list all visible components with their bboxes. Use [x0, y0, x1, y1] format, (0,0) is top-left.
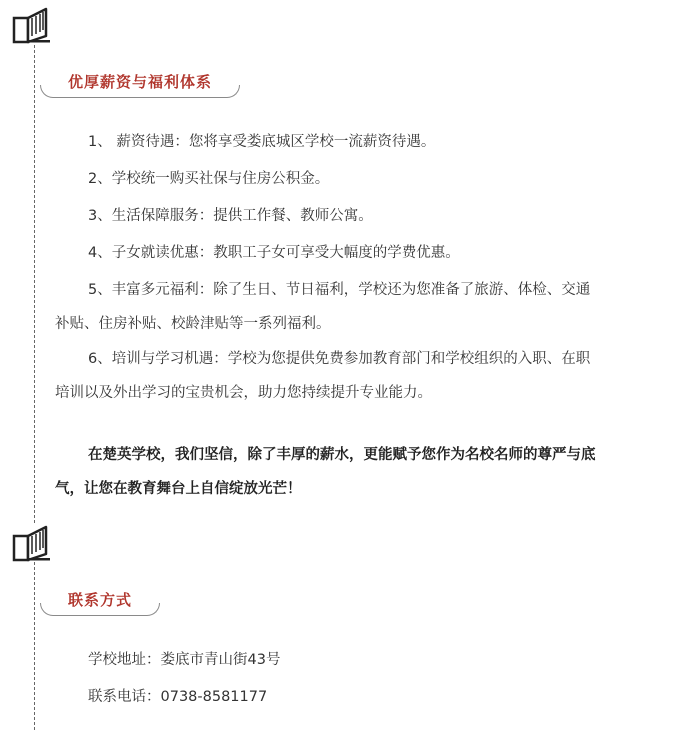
closing-statement — [55, 438, 673, 506]
list-item — [55, 199, 685, 233]
contact-address — [55, 643, 685, 677]
section-title-benefits — [40, 68, 240, 98]
list-item-line: 5、丰富多元福利：除了生日、节日福利，学校还为您准备了旅游、体检、交通 — [88, 282, 591, 298]
list-item-line: 1、 薪资待遇：您将享受娄底城区学校一流薪资待遇。 — [88, 134, 436, 150]
list-item-line: 培训以及外出学习的宝贵机会，助力您持续提升专业能力。 — [55, 385, 432, 401]
section-title-contact — [40, 586, 160, 616]
list-item — [55, 342, 673, 410]
list-item-line: 4、子女就读优惠：教职工子女可享受大幅度的学费优惠。 — [88, 245, 460, 261]
title-underline-curve — [40, 85, 240, 98]
section-title-contact-text: 联系方式 — [68, 591, 133, 609]
list-item-line: 6、培训与学习机遇：学校为您提供免费参加教育部门和学校组织的入职、在职 — [88, 351, 591, 367]
timeline-rail-bottom — [34, 562, 35, 730]
title-underline-curve — [40, 603, 160, 616]
list-item — [55, 236, 685, 270]
closing-line: 气，让您在教育舞台上自信绽放光芒！ — [55, 481, 302, 497]
list-item-line: 3、生活保障服务：提供工作餐、教师公寓。 — [88, 208, 373, 224]
contact-address-text: 学校地址：娄底市青山街43号 — [88, 652, 281, 668]
closing-line: 在楚英学校，我们坚信，除了丰厚的薪水，更能赋予您作为名校名师的尊严与底 — [88, 447, 596, 463]
contact-phone — [55, 680, 685, 714]
contact-phone-text: 联系电话：0738-8581177 — [88, 689, 268, 705]
book-icon — [12, 6, 52, 44]
list-item-line: 补贴、住房补贴、校龄津贴等一系列福利。 — [55, 316, 331, 332]
timeline-rail-top — [34, 40, 35, 523]
book-icon — [12, 524, 52, 562]
list-item — [55, 162, 685, 196]
section-title-benefits-text: 优厚薪资与福利体系 — [68, 73, 213, 91]
list-item — [55, 273, 673, 341]
list-item-line: 2、学校统一购买社保与住房公积金。 — [88, 171, 330, 187]
list-item — [55, 125, 685, 159]
